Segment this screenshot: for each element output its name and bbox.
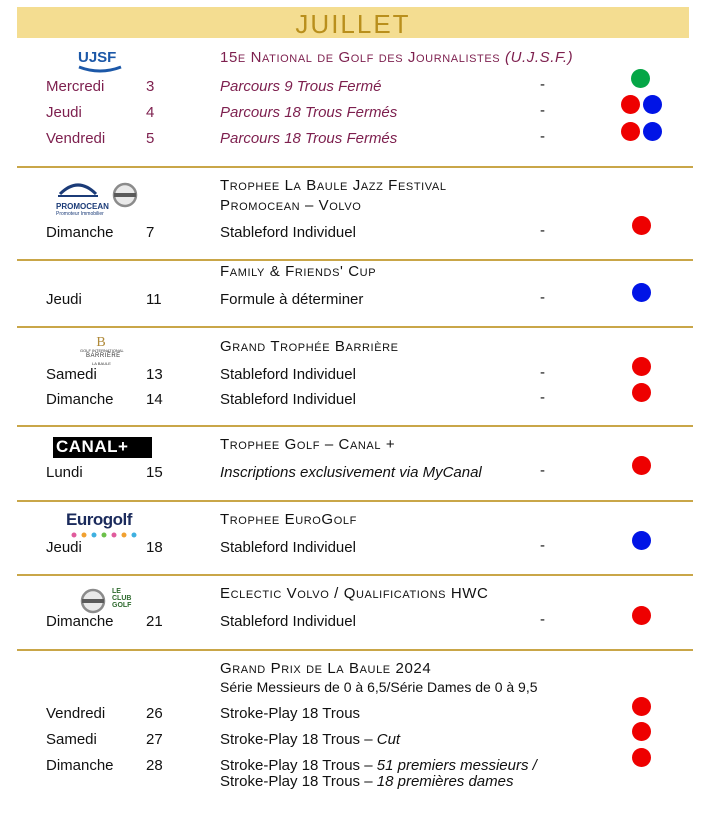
status-dot-red [621, 122, 640, 141]
event-title: Trophee Golf – Canal + [220, 436, 396, 453]
status-dot-red [621, 95, 640, 114]
section-divider [17, 326, 693, 328]
event-title: 15e National de Golf des Journalistes (U.J.S.F.) [220, 49, 574, 66]
event-date: 26 [146, 705, 163, 722]
event-dash: - [540, 462, 545, 479]
eurogolf-logo-text: Eurogolf [66, 510, 132, 529]
event-day: Mercredi [46, 78, 105, 95]
event-dash: - [540, 222, 545, 239]
event-format: Stableford Individuel [220, 613, 356, 630]
event-date: 13 [146, 366, 163, 383]
status-dot-green [631, 69, 650, 88]
event-format: Stableford Individuel [220, 539, 356, 556]
section-divider [17, 574, 693, 576]
le-club-golf-logo [112, 584, 134, 614]
event-title: Trophee EuroGolf [220, 511, 357, 528]
event-format: Parcours 9 Trous Fermé [220, 78, 382, 95]
volvo-logo [112, 182, 138, 208]
status-dot-blue [643, 95, 662, 114]
event-date: 14 [146, 391, 163, 408]
status-dot-blue [632, 283, 651, 302]
event-date: 27 [146, 731, 163, 748]
barriere-logo-text-2: BARRIÈRE [86, 353, 121, 359]
status-dot-red [632, 722, 651, 741]
event-day: Jeudi [46, 291, 82, 308]
event-date: 5 [146, 130, 155, 147]
status-dot-red [632, 606, 651, 625]
event-day: Dimanche [46, 391, 114, 408]
status-dot-blue [632, 531, 651, 550]
event-date: 28 [146, 757, 163, 774]
eurogolf-logo [66, 510, 146, 542]
event-date: 3 [146, 78, 155, 95]
event-format: Stroke-Play 18 Trous – Cut [220, 731, 401, 748]
event-format: Stableford Individuel [220, 391, 356, 408]
event-title: Eclectic Volvo / Qualifications HWC [220, 585, 489, 602]
barriere-logo-text-3: LA BAULE [92, 361, 111, 366]
event-day: Vendredi [46, 130, 106, 147]
event-format: Stroke-Play 18 Trous – 51 premiers messieurs / [220, 757, 537, 774]
status-dot-red [632, 697, 651, 716]
barriere-logo-text-1: GOLF INTERNATIONAL [80, 348, 124, 353]
event-format: Parcours 18 Trous Fermés [220, 104, 398, 121]
event-day: Jeudi [46, 539, 82, 556]
section-divider [17, 425, 693, 427]
event-day: Samedi [46, 366, 97, 383]
event-format: Inscriptions exclusivement via MyCanal [220, 464, 482, 481]
ujsf-logo [77, 45, 123, 75]
event-format: Formule à déterminer [220, 291, 364, 308]
promocean-logo [52, 180, 109, 218]
event-subtitle: Série Messieurs de 0 à 6,5/Série Dames de 0 à 9,5 [220, 679, 538, 695]
event-dash: - [540, 389, 545, 406]
event-day: Dimanche [46, 613, 114, 630]
event-day: Jeudi [46, 104, 82, 121]
status-dot-red [632, 748, 651, 767]
event-title: Family & Friends' Cup [220, 263, 377, 280]
section-divider [17, 500, 693, 502]
event-title-line2: Promocean – Volvo [220, 197, 362, 214]
event-day: Lundi [46, 464, 83, 481]
volvo-logo [80, 588, 106, 614]
status-dot-blue [643, 122, 662, 141]
event-title-line1: Trophee La Baule Jazz Festival [220, 177, 447, 194]
event-title: Grand Trophée Barrière [220, 338, 399, 355]
event-format-line2: Stroke-Play 18 Trous – 18 premières dames [220, 773, 514, 790]
event-dash: - [540, 537, 545, 554]
canal-plus-logo [53, 437, 152, 458]
status-dot-red [632, 216, 651, 235]
event-format: Stroke-Play 18 Trous [220, 705, 361, 722]
event-day: Dimanche [46, 224, 114, 241]
promocean-logo-text: PROMOCEAN [56, 202, 109, 211]
event-format: Stableford Individuel [220, 224, 356, 241]
event-dash: - [540, 128, 545, 145]
event-date: 18 [146, 539, 163, 556]
event-day: Samedi [46, 731, 97, 748]
event-dash: - [540, 76, 545, 93]
event-day: Dimanche [46, 757, 114, 774]
event-day: Vendredi [46, 705, 106, 722]
month-title: JUILLET [295, 9, 411, 39]
event-date: 11 [146, 291, 162, 308]
barriere-logo [78, 333, 124, 367]
status-dot-red [632, 357, 651, 376]
event-date: 7 [146, 224, 155, 241]
event-format: Stableford Individuel [220, 366, 356, 383]
ujsf-logo-text: UJSF [78, 49, 117, 66]
event-title: Grand Prix de La Baule 2024 [220, 660, 432, 677]
canal-plus-logo-text: CANAL+ [56, 437, 129, 456]
svg-text:B: B [96, 335, 106, 349]
event-dash: - [540, 289, 545, 306]
section-divider [17, 166, 693, 168]
event-dash: - [540, 364, 545, 381]
status-dot-red [632, 456, 651, 475]
event-date: 15 [146, 464, 163, 481]
le-club-golf-logo-text: LE CLUB GOLF [112, 588, 132, 609]
event-format: Parcours 18 Trous Fermés [220, 130, 398, 147]
section-divider [17, 259, 693, 261]
promocean-logo-subtext: Promoteur Immobilier [56, 211, 104, 217]
event-date: 4 [146, 104, 155, 121]
status-dot-red [632, 383, 651, 402]
event-dash: - [540, 611, 545, 628]
event-dash: - [540, 102, 545, 119]
month-header [17, 7, 689, 38]
section-divider [17, 649, 693, 651]
event-date: 21 [146, 613, 163, 630]
